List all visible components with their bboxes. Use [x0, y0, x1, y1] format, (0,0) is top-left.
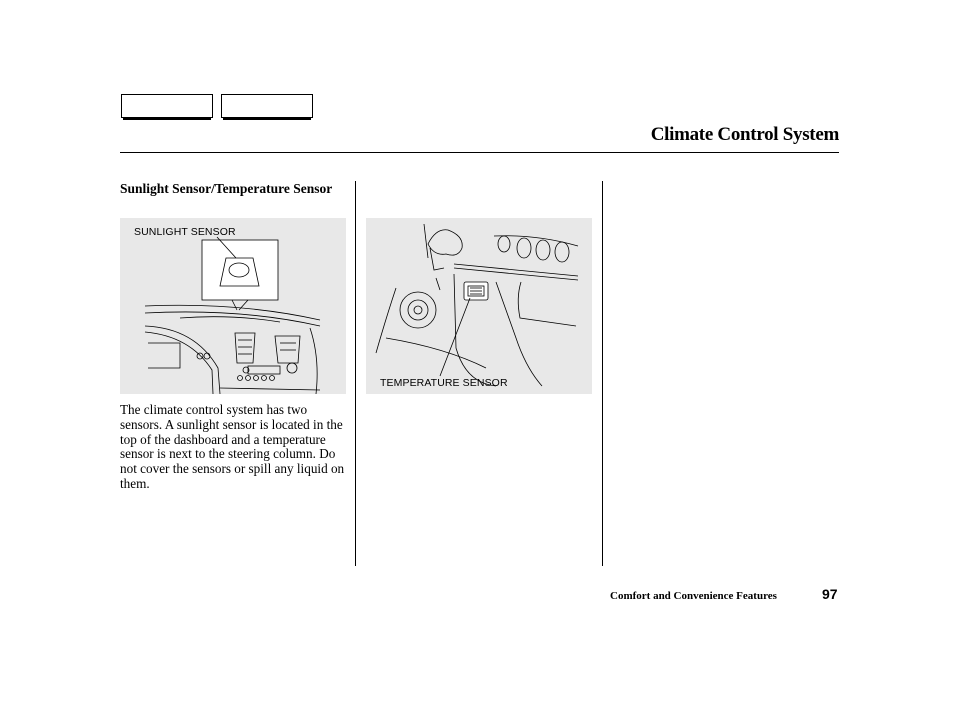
- nav-button-next[interactable]: [221, 94, 313, 118]
- section-heading: Sunlight Sensor/Temperature Sensor: [120, 181, 333, 196]
- temperature-sensor-illustration: [366, 218, 592, 394]
- temperature-sensor-label: TEMPERATURE SENSOR: [380, 377, 508, 389]
- sunlight-sensor-illustration: [120, 218, 346, 394]
- footer-section-name: Comfort and Convenience Features: [610, 590, 777, 602]
- page-number: 97: [822, 586, 838, 602]
- sunlight-sensor-figure: [120, 218, 346, 394]
- temperature-sensor-figure: [366, 218, 592, 394]
- column-divider-left: [355, 181, 356, 566]
- title-rule: [120, 152, 839, 153]
- sunlight-sensor-label: SUNLIGHT SENSOR: [134, 226, 236, 238]
- body-paragraph: The climate control system has two sensors. A sunlight sensor is located in the top of the dashboard and a temperature sensor is next to the steering column. Do not cover the sensors or spill any liquid on them.: [120, 402, 345, 491]
- nav-button-previous[interactable]: [121, 94, 213, 118]
- column-divider-right: [602, 181, 603, 566]
- page-title: Climate Control System: [650, 124, 839, 145]
